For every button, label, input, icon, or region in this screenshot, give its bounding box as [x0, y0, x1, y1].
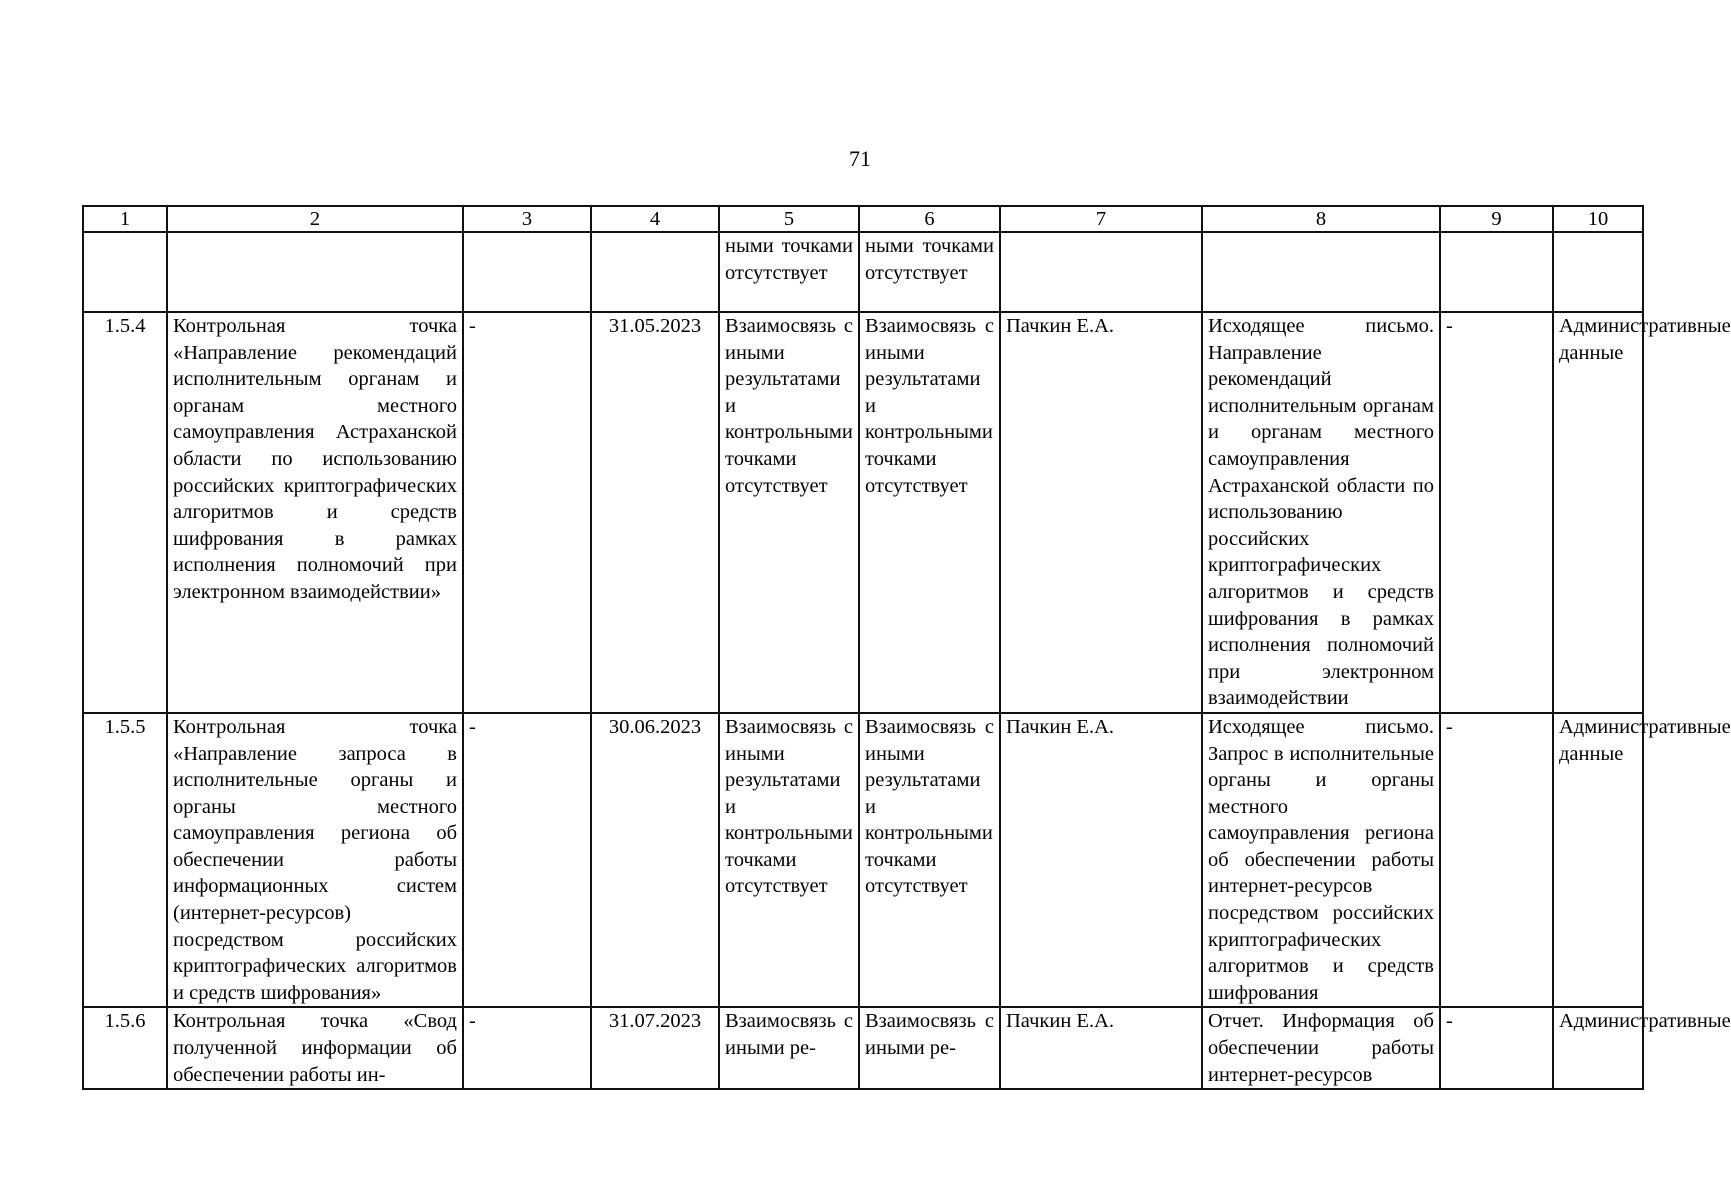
- column-header: 7: [1000, 206, 1202, 232]
- responsible-cell: Пачкин Е.А.: [1000, 312, 1202, 713]
- successors-cell: ными точками отсутствует: [859, 232, 1000, 312]
- document-type-cell: Исходящее письмо. Направление рекомендаций исполнительным органам и органам местного самоуправления Астраханской области по использованию российских криптографических алгоритмов и средств шифрования в рамках исполнения полномочий при электронном взаимодействии: [1202, 312, 1440, 713]
- column-header: 10: [1553, 206, 1643, 232]
- start-date-cell: -: [463, 312, 591, 713]
- control-points-table: [82, 205, 1731, 1090]
- column-header: 1: [83, 206, 167, 232]
- start-date-cell: -: [463, 1007, 591, 1089]
- page-number: 71: [849, 146, 871, 171]
- end-date-cell: 30.06.2023: [591, 713, 719, 1008]
- row-number-cell: 1.5.4: [83, 312, 167, 713]
- event-name-cell: [167, 232, 463, 312]
- table-header-row: [83, 206, 1643, 232]
- info-system-cell: [1440, 232, 1553, 312]
- end-date-cell: 31.07.2023: [591, 1007, 719, 1089]
- data-source-cell: Административные: [1553, 1007, 1643, 1089]
- event-name-cell: Контрольная точка «Свод полученной информации об обеспечении работы ин-: [167, 1007, 463, 1089]
- column-header: 4: [591, 206, 719, 232]
- data-source-cell: [1553, 232, 1643, 312]
- table-row-continuation: [83, 232, 1643, 312]
- predecessors-cell: Взаимосвязь с иными ре-: [719, 1007, 859, 1089]
- column-header: 6: [859, 206, 1000, 232]
- column-header: 2: [167, 206, 463, 232]
- row-number-cell: [83, 232, 167, 312]
- end-date-cell: 31.05.2023: [591, 312, 719, 713]
- info-system-cell: -: [1440, 713, 1553, 1008]
- predecessors-cell: ными точками отсутствует: [719, 232, 859, 312]
- row-number-cell: 1.5.5: [83, 713, 167, 1008]
- table-row-1-5-6: [83, 1007, 1643, 1089]
- document-type-cell: Отчет. Информация об обеспечении работы интернет-ресурсов: [1202, 1007, 1440, 1089]
- info-system-cell: -: [1440, 1007, 1553, 1089]
- start-date-cell: -: [463, 713, 591, 1008]
- info-system-cell: -: [1440, 312, 1553, 713]
- start-date-cell: [463, 232, 591, 312]
- end-date-cell: [591, 232, 719, 312]
- row-number-cell: 1.5.6: [83, 1007, 167, 1089]
- column-header: 5: [719, 206, 859, 232]
- column-header: 3: [463, 206, 591, 232]
- event-name-cell: Контрольная точка «Направление рекомендаций исполнительным органам и органам местного самоуправления Астраханской области по использованию российских криптографических алгоритмов и средств шифрования в рамках исполнения полномочий при электронном взаимодействии»: [167, 312, 463, 713]
- successors-cell: Взаимосвязь с иными ре-: [859, 1007, 1000, 1089]
- data-source-cell: Административные данные: [1553, 713, 1643, 1008]
- document-type-cell: [1202, 232, 1440, 312]
- predecessors-cell: Взаимосвязь с иными результатами и контрольными точками отсутствует: [719, 713, 859, 1008]
- column-header: 9: [1440, 206, 1553, 232]
- successors-cell: Взаимосвязь с иными результатами и контрольными точками отсутствует: [859, 713, 1000, 1008]
- table-row-1-5-4: [83, 312, 1643, 713]
- table-row-1-5-5: [83, 713, 1643, 1008]
- document-type-cell: Исходящее письмо. Запрос в исполнительные органы и органы местного самоуправления региона об обеспечении работы интернет-ресурсов посредством российских криптографических алгоритмов и средств шифрования: [1202, 713, 1440, 1008]
- responsible-cell: Пачкин Е.А.: [1000, 713, 1202, 1008]
- responsible-cell: Пачкин Е.А.: [1000, 1007, 1202, 1089]
- predecessors-cell: Взаимосвязь с иными результатами и контрольными точками отсутствует: [719, 312, 859, 713]
- responsible-cell: [1000, 232, 1202, 312]
- successors-cell: Взаимосвязь с иными результатами и контрольными точками отсутствует: [859, 312, 1000, 713]
- data-source-cell: Административные данные: [1553, 312, 1643, 713]
- column-header: 8: [1202, 206, 1440, 232]
- event-name-cell: Контрольная точка «Направление запроса в исполнительные органы и органы местного самоуправления региона об обеспечении работы информационных систем (интернет-ресурсов) посредством российских криптографических алгоритмов и средств шифрования»: [167, 713, 463, 1008]
